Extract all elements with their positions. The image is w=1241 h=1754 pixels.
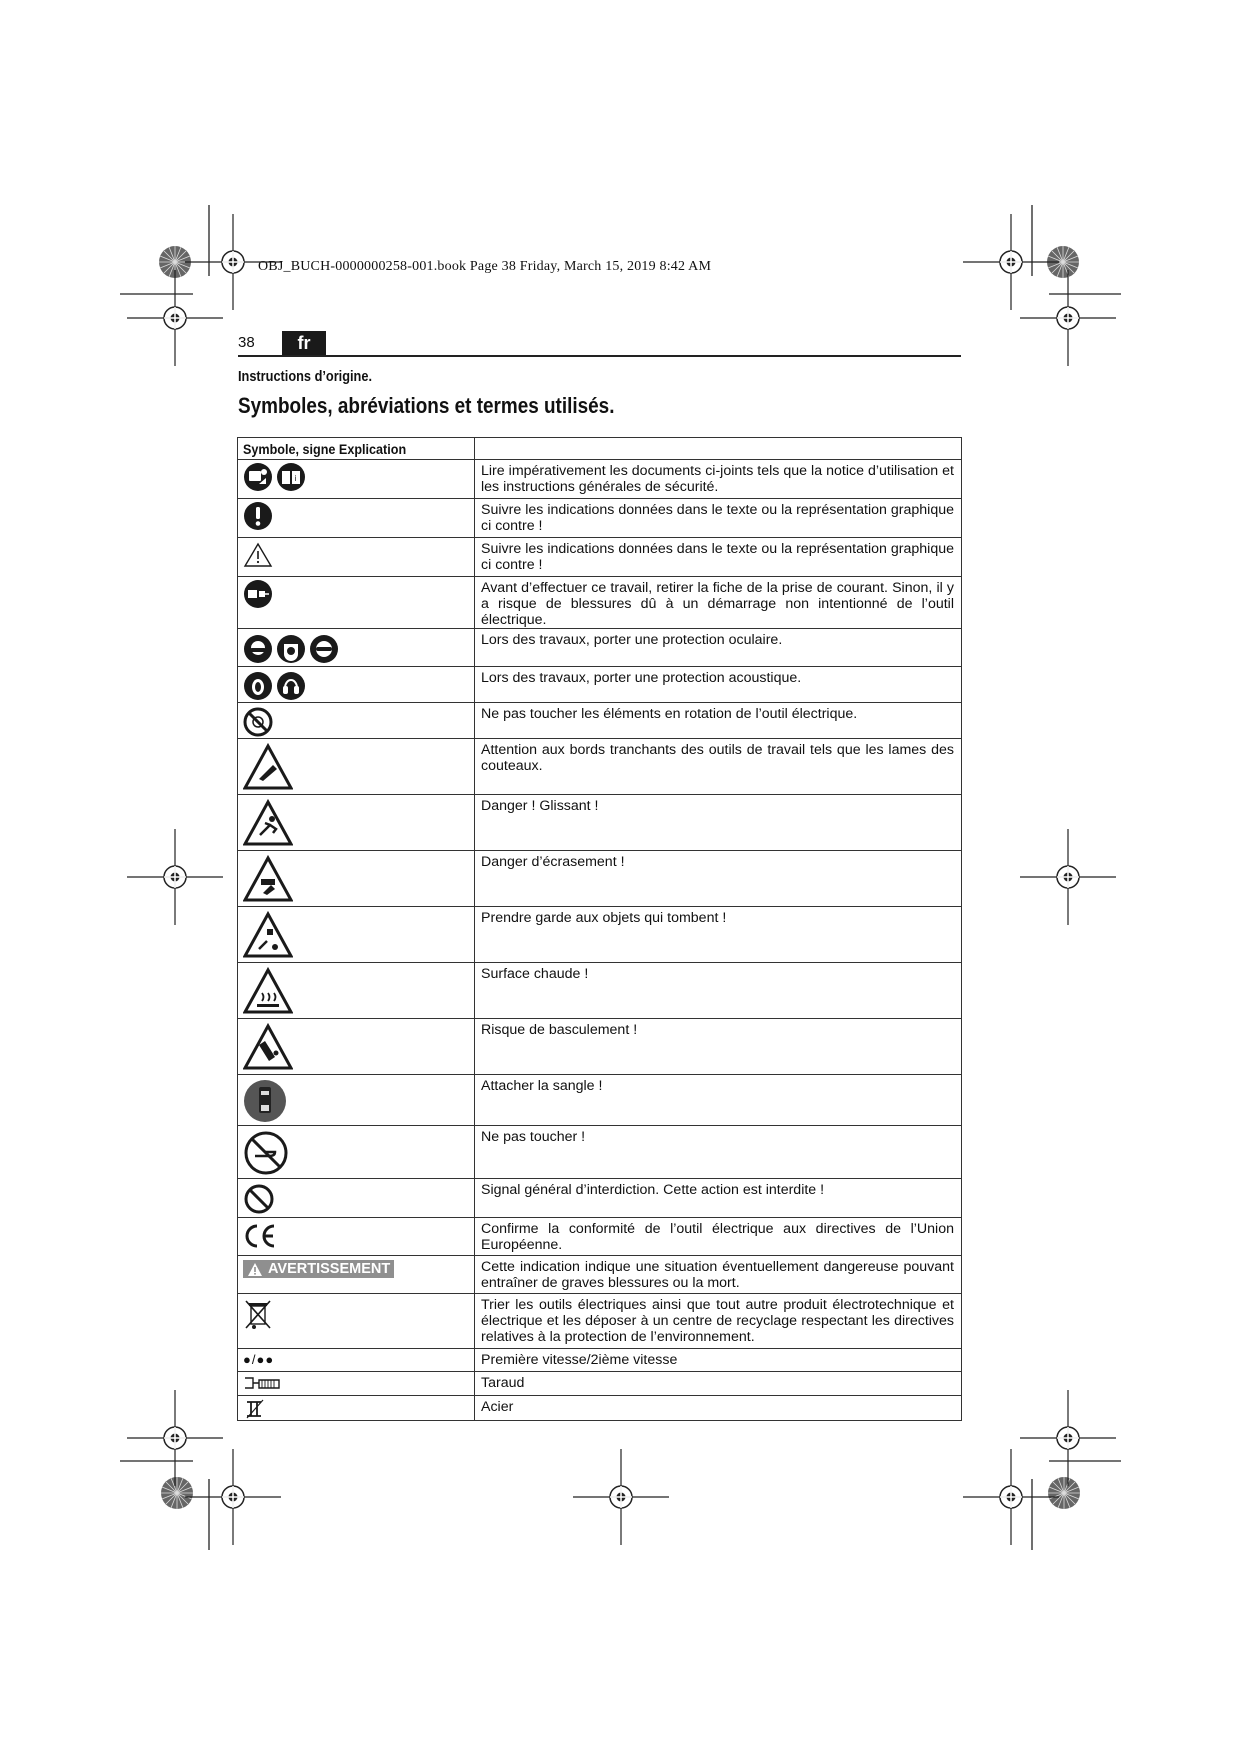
tap-tool-icon [243, 1374, 283, 1394]
table-row [238, 1294, 962, 1349]
table-row [238, 1349, 962, 1372]
explanation-text: Avant d’effectuer ce travail, retirer la fiche de la prise de courant. Sinon, il y a risque de blessures dû à un démarrage non intentionné de l’outil électrique. [475, 577, 962, 629]
warning-label [243, 1260, 394, 1278]
no-touch-icon [243, 1130, 289, 1176]
table-row [238, 1075, 962, 1126]
explanation-text: Suivre les indications données dans le texte ou la représentation graphique ci contre ! [475, 499, 962, 538]
explanation-text: Attacher la sangle ! [475, 1075, 962, 1126]
sharp-edges-warning-icon [243, 743, 293, 791]
explanation-text: Danger ! Glissant ! [475, 795, 962, 851]
table-header-col1: Symbole, signe Explication [243, 441, 407, 457]
mandatory-exclamation-icon [243, 501, 273, 531]
read-manual-icon [243, 462, 273, 492]
steel-icon [243, 1398, 267, 1420]
no-touch-rotating-icon [243, 707, 273, 737]
table-row [238, 907, 962, 963]
explanation-text: Trier les outils électriques ainsi que tout autre produit électrotechnique et électrique et les déposer à un centre de recyclage respectant les directives relatives à la protection de l’environnement. [475, 1294, 962, 1349]
explanation-text: Danger d’écrasement ! [475, 851, 962, 907]
explanation-text: Surface chaude ! [475, 963, 962, 1019]
table-row [238, 1218, 962, 1256]
explanation-text: Suivre les indications données dans le texte ou la représentation graphique ci contre ! [475, 538, 962, 577]
table-row [238, 1126, 962, 1179]
prohibition-icon [243, 1183, 275, 1215]
explanation-text: Attention aux bords tranchants des outils de travail tels que les lames des couteaux. [475, 739, 962, 795]
unplug-icon [243, 579, 273, 609]
ear-protection-icon [243, 671, 273, 701]
book-icon [276, 462, 306, 492]
explanation-text: Lire impérativement les documents ci-joints tels que la notice d’utilisation et les instructions générales de sécurité. [475, 460, 962, 499]
falling-objects-warning-icon [243, 911, 293, 959]
explanation-text: Taraud [475, 1372, 962, 1396]
tipping-warning-icon [243, 1023, 293, 1071]
file-info-line: OBJ_BUCH-0000000258-001.book Page 38 Friday, March 15, 2019 8:42 AM [258, 259, 712, 274]
crush-warning-icon [243, 855, 293, 903]
table-row [238, 1396, 962, 1421]
table-row [238, 1256, 962, 1294]
language-badge: fr [282, 331, 326, 356]
table-row [238, 577, 962, 629]
symbols-table [237, 437, 962, 1421]
explanation-text: Acier [475, 1396, 962, 1421]
page-number: 38 [238, 334, 255, 351]
explanation-text: Signal général d’interdiction. Cette action est interdite ! [475, 1179, 962, 1218]
safety-glasses-icon [309, 634, 339, 664]
explanation-text: Confirme la conformité de l’outil électrique aux directives de l’Union Européenne. [475, 1218, 962, 1256]
face-shield-icon [276, 634, 306, 664]
page-title: Symboles, abréviations et termes utilisés. [238, 393, 615, 418]
table-row [238, 1019, 962, 1075]
table-row [238, 538, 962, 577]
table-row [238, 1372, 962, 1396]
warning-triangle-icon [243, 540, 273, 570]
table-header-col2 [475, 438, 962, 460]
svg-text:i: i [294, 474, 297, 483]
table-row [238, 460, 962, 499]
explanation-text: Prendre garde aux objets qui tombent ! [475, 907, 962, 963]
table-row [238, 963, 962, 1019]
hot-surface-warning-icon [243, 967, 293, 1015]
ear-muff-icon [276, 671, 306, 701]
ce-mark-icon [243, 1222, 277, 1250]
table-row [238, 795, 962, 851]
table-row [238, 499, 962, 538]
explanation-text: Ne pas toucher les éléments en rotation de l’outil électrique. [475, 703, 962, 739]
explanation-text: Risque de basculement ! [475, 1019, 962, 1075]
weee-bin-icon [243, 1298, 273, 1332]
subtitle: Instructions d’origine. [238, 369, 372, 385]
slippery-warning-icon [243, 799, 293, 847]
table-row [238, 629, 962, 667]
warning-label-text: AVERTISSEMENT [268, 1261, 391, 1277]
table-row [238, 703, 962, 739]
speed-dots-icon: ●/●● [243, 1352, 275, 1367]
explanation-text: Ne pas toucher ! [475, 1126, 962, 1179]
table-header-row [238, 438, 962, 460]
explanation-text: Première vitesse/2ième vitesse [475, 1349, 962, 1372]
strap-icon [243, 1079, 287, 1123]
table-row [238, 739, 962, 795]
explanation-text: Cette indication indique une situation éventuellement dangereuse pouvant entraîner de graves blessures ou la mort. [475, 1256, 962, 1294]
table-row [238, 851, 962, 907]
warning-label-icon [247, 1262, 263, 1277]
explanation-text: Lors des travaux, porter une protection oculaire. [475, 629, 962, 667]
explanation-text: Lors des travaux, porter une protection acoustique. [475, 667, 962, 703]
goggles-icon [243, 634, 273, 664]
table-row [238, 667, 962, 703]
header-rule [238, 355, 961, 357]
table-row [238, 1179, 962, 1218]
